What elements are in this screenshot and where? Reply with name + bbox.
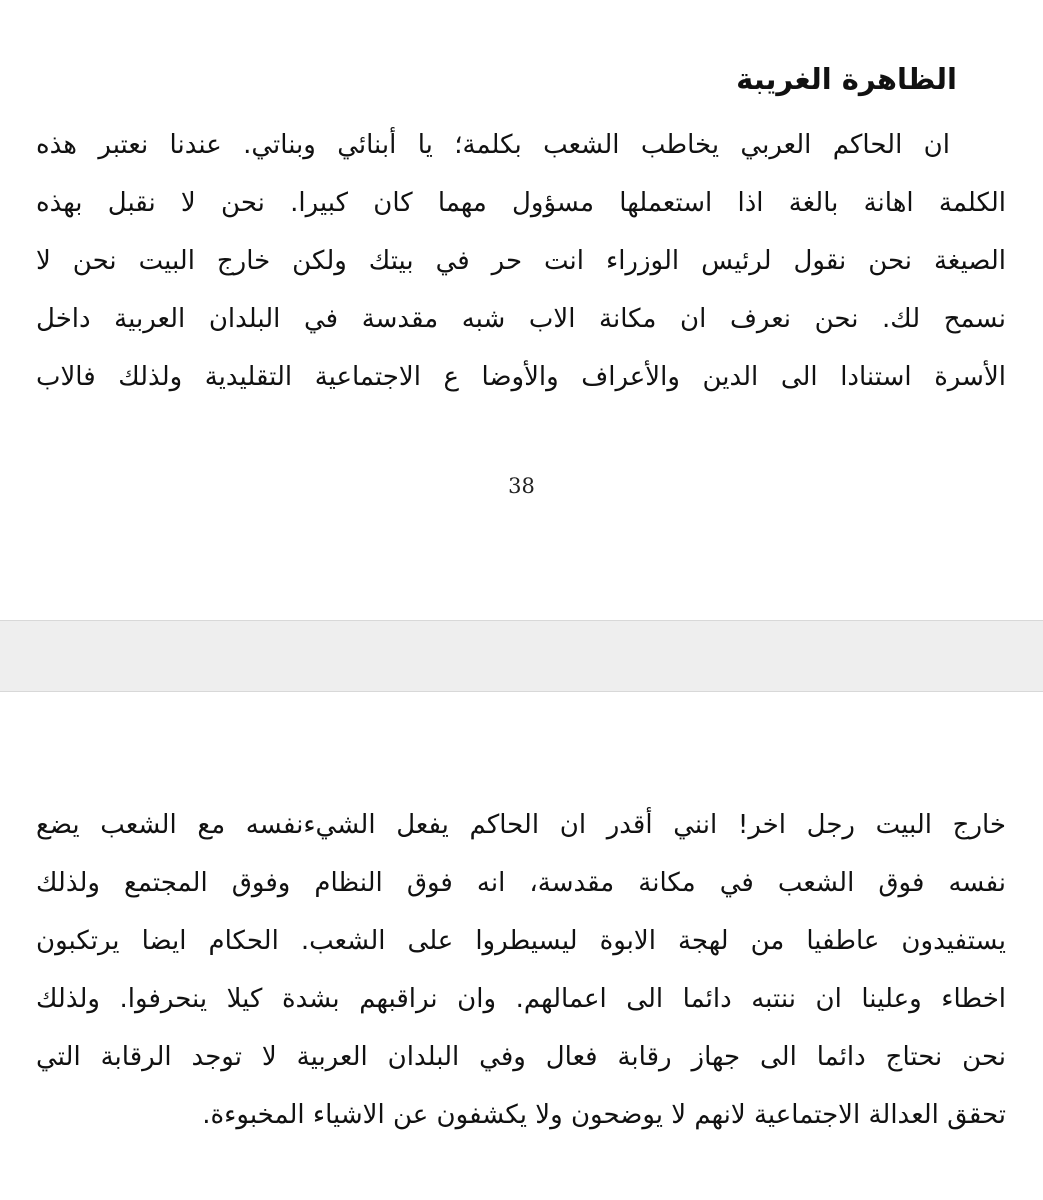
bottom-book-page xyxy=(0,692,1043,1200)
text-line: نحن نحتاج دائما الى جهاز رقابة فعال وفي البلدان العربية لا توجد الرقابة التي xyxy=(36,1042,1006,1072)
text-line: نسمح لك. نحن نعرف ان مكانة الاب شبه مقدسة في البلدان العربية داخل xyxy=(36,304,1006,334)
text-line: الأسرة استنادا الى الدين والأعراف والأوضا ع الاجتماعية التقليدية ولذلك فالاب xyxy=(36,362,1006,392)
text-line: ان الحاكم العربي يخاطب الشعب بكلمة؛ يا أبنائي وبناتي. عندنا نعتبر هذه xyxy=(36,130,950,160)
text-line: الكلمة اهانة بالغة اذا استعملها مسؤول مهما كان كبيرا. نحن لا نقبل بهذه xyxy=(36,188,1006,218)
text-line: خارج البيت رجل اخر! انني أقدر ان الحاكم يفعل الشيءنفسه مع الشعب يضع xyxy=(36,810,1006,840)
text-line: نفسه فوق الشعب في مكانة مقدسة، انه فوق النظام وفوق المجتمع ولذلك xyxy=(36,868,1006,898)
top-page-text xyxy=(36,116,1006,406)
text-line: تحقق العدالة الاجتماعية لانهم لا يوضحون ولا يكشفون عن الاشياء المخبوءة. xyxy=(202,1100,1006,1130)
text-line: الصيغة نحن نقول لرئيس الوزراء انت حر في بيتك ولكن خارج البيت نحن لا xyxy=(36,246,1006,276)
page-separator xyxy=(0,620,1043,692)
chapter-title: الظاهرة الغريبة xyxy=(736,62,957,96)
text-line: يستفيدون عاطفيا من لهجة الابوة ليسيطروا على الشعب. الحكام ايضا يرتكبون xyxy=(36,926,1006,956)
page-number: 38 xyxy=(508,474,535,498)
text-line: اخطاء وعلينا ان ننتبه دائما الى اعمالهم. وان نراقبهم بشدة كيلا ينحرفوا. ولذلك xyxy=(36,984,1006,1014)
bottom-page-text xyxy=(36,796,1006,1144)
